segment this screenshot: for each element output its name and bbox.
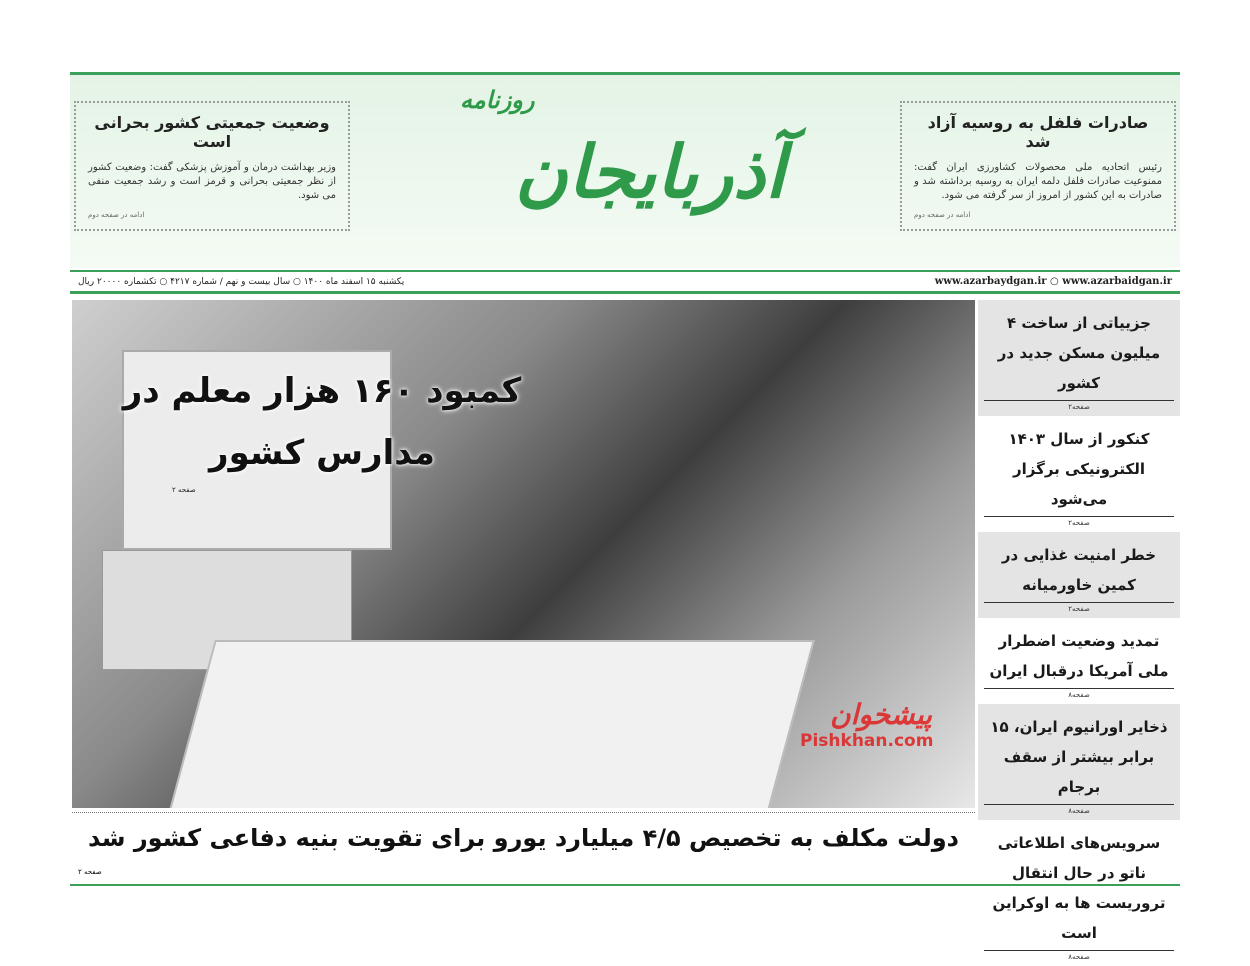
lead-story [102,360,542,496]
box-title: صادرات فلفل به روسیه آزاد شد [927,113,1149,151]
lead-headline[interactable]: کمبود ۱۶۰ هزار معلم در مدارس کشور [122,371,522,473]
box-title: وضعیت جمعیتی کشور بحرانی است [94,113,330,151]
box-more: ادامه در صفحه دوم [914,211,971,219]
logo-title: آذربایجان [514,129,786,214]
sidebar-item[interactable]: ذخایر اورانیوم ایران، ۱۵ برابر بیشتر از سقف برجام صفحه۸ [978,704,1180,820]
bottom-headline: دولت مکلف به تخصیص ۴/۵ میلیارد یورو برای تقویت بنیه دفاعی کشور شد [88,824,959,852]
open-book [169,640,815,808]
website-links[interactable]: www.azarbaydgan.ir ○ www.azarbaidgan.ir [934,276,1172,287]
news-box-pepper-exports[interactable] [900,101,1176,231]
box-body: رئیس اتحادیه ملی محصولات کشاورزی ایران گفت: ممنوعیت صادرات فلفل دلمه ایران به روسیه برداشته شد و صادرات به این کشور از امروز از سر گرفته می شود. [914,162,1162,201]
logo-subtitle: روزنامه [460,85,535,114]
box-body: وزیر بهداشت درمان و آموزش پزشکی گفت: وضعیت کشور از نظر جمعیتی بحرانی و قرمز است و رشد جمعیت منفی می شود. [88,162,336,201]
sidebar-item[interactable]: سرویس‌های اطلاعاتی ناتو در حال انتقال تروریست ها به اوکراین است صفحه۸ [978,820,1180,966]
bottom-headline-box[interactable] [72,812,975,882]
sidebar-item[interactable]: کنکور از سال ۱۴۰۳ الکترونیکی برگزار می‌شود صفحه۲ [978,416,1180,532]
masthead [70,72,1180,268]
sidebar-item[interactable]: تمدید وضعیت اضطرار ملی آمریکا درقبال ایران صفحه۸ [978,618,1180,704]
footer-rule [70,884,1180,886]
box-more: ادامه در صفحه دوم [88,211,145,219]
watermark-logo: پیشخوان Pishkhan.com [800,698,934,751]
issue-info: یکشنبه ۱۵ اسفند ماه ۱۴۰۰ ○ سال بیست و نهم / شماره ۴۲۱۷ ○ تکشماره ۲۰۰۰۰ ریال [78,276,405,287]
newspaper-logo [400,75,900,271]
sidebar-news [978,300,1180,966]
lead-page-ref: صفحه ۲ [172,486,196,494]
news-box-population[interactable] [74,101,350,231]
sidebar-item[interactable]: خطر امنیت غذایی در کمین خاورمیانه صفحه۲ [978,532,1180,618]
sidebar-item[interactable]: جزییاتی از ساخت ۴ میلیون مسکن جدید در کشور صفحه۲ [978,300,1180,416]
dateline [70,270,1180,294]
bottom-page-ref: صفحه ۲ [78,868,102,876]
